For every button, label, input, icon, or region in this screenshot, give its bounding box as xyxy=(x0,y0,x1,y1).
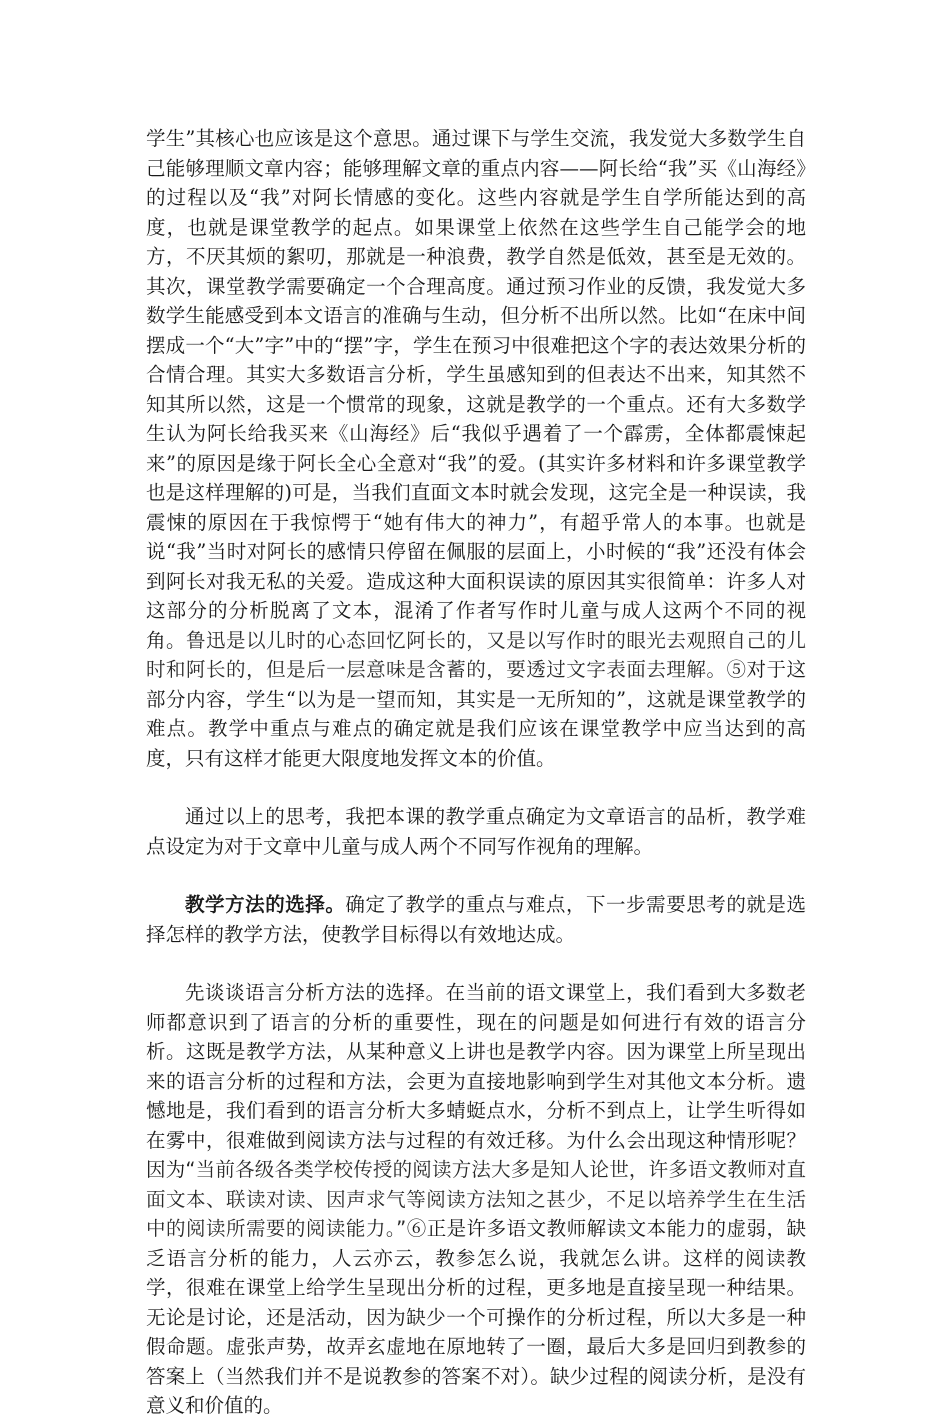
paragraph-text: 学生”其核心也应该是这个意思。通过课下与学生交流，我发觉大多数学生自己能够理顺文章内容；能够理解文章的重点内容——阿长给“我”买《山海经》的过程以及“我”对阿长情感的变化。这些内容就是学生自学所能达到的高度，也就是课堂教学的起点。如果课堂上依然在这些学生自己能学会的地方，不厌其烦的絮叨，那就是一种浪费，教学自然是低效，甚至是无效的。其次，课堂教学需要确定一个合理高度。通过预习作业的反馈，我发觉大多数学生能感受到本文语言的准确与生动，但分析不出所以然。比如“在床中间摆成一个“大”字”中的“摆”字，学生在预习中很难把这个字的表达效果分析的合情合理。其实大多数语言分析，学生虽感知到的但表达不出来，知其然不知其所以然，这是一个惯常的现象，这就是教学的一个重点。还有大多数学生认为阿长给我买来《山海经》后“我似乎遇着了一个霹雳，全体都震悚起来”的原因是缘于阿长全心全意对“我”的爱。(其实许多材料和许多课堂教学也是这样理解的)可是，当我们直面文本时就会发现，这完全是一种误读，我震悚的原因在于我惊愕于“她有伟大的神力”，有超乎常人的本事。也就是说“我”当时对阿长的感情只停留在佩服的层面上，小时候的“我”还没有体会到阿长对我无私的关爱。造成这种大面积误读的原因其实很简单：许多人对这部分的分析脱离了文本，混淆了作者写作时儿童与成人这两个不同的视角。 xyxy=(146,127,806,652)
paragraph-text: 确定了教学的重点与难点，下一步需要思考的就是选择怎样的教学方法，使教学目标得以有效地达成。 xyxy=(146,893,806,946)
paragraph-text: 通过以上的思考，我把本课的教学重点确定为文章语言的品析，教学难点设定为对于文章中儿童与成人两个不同写作视角的理解。 xyxy=(146,805,806,858)
paragraph-language-analysis xyxy=(146,978,806,1421)
document-body xyxy=(146,124,806,1421)
paragraph-text: 先谈谈语言分析方法的选择。在当前的语文课堂上，我们看到大多数老师都意识到了语言的分析的重要性，现在的问题是如何进行有效的语言分析。这既是教学方法，从某种意义上讲也是教学内容。因为课堂上所呈现出来的语言分析的过程和方法，会更为直接地影响到学生对其他文本分析。遗憾地是，我们看到的语言分析大多蜻蜓点水，分析不到点上，让学生听得如在雾中，很难做到阅读方法与过程的有效迁移。为什么会出现这种情形呢？因为 xyxy=(146,981,806,1181)
paragraph-teaching-focus xyxy=(146,802,806,861)
section-lead-heading: 教学方法的选择。 xyxy=(185,893,346,916)
quoted-commentary: “当前各级各类学校传授的阅读方法大多是知人论世，许多语文教师对直面文本、联读对读、因声求气等阅读方法知之甚少，不足以培养学生在生活中的阅读所需要的阅读能力。” xyxy=(146,1158,806,1240)
paragraph-text: ⑤对于这部分内容，学生“以为是一望而知，其实是一无所知的”，这就是课堂教学的难点。教学中重点与难点的确定就是我们应该在课堂教学中应当达到的高度，只有这样才能更大限度地发挥文本的价值。 xyxy=(146,658,806,770)
paragraph-gap xyxy=(146,949,806,978)
paragraph-text: ⑥正是许多语文教师解读文本能力的虚弱，缺乏语言分析的能力，人云亦云，教参怎么说，我就怎么讲。这样的阅读教学，很难在课堂上给学生呈现出分析的过程，更多地是直接呈现一种结果。无论是讨论，还是活动，因为缺少一个可操作的分析过程，所以大多是一种假命题。虚张声势，故弄玄虚地在原地转了一圈，最后大多是回归到教参的答案上（当然我们并不是说教参的答案不对）。缺少过程的阅读分析，是没有意义和价值的。 xyxy=(146,1217,806,1417)
paragraph-teaching-height xyxy=(146,124,806,773)
paragraph-method-selection xyxy=(146,890,806,949)
quoted-commentary: 鲁迅是以儿时的心态回忆阿长的，又是以写作时的眼光去观照自己的儿时和阿长的，但是后一层意味是含蓄的，要透过文字表面去理解。 xyxy=(146,628,806,681)
paragraph-gap xyxy=(146,861,806,890)
paragraph-gap xyxy=(146,773,806,802)
